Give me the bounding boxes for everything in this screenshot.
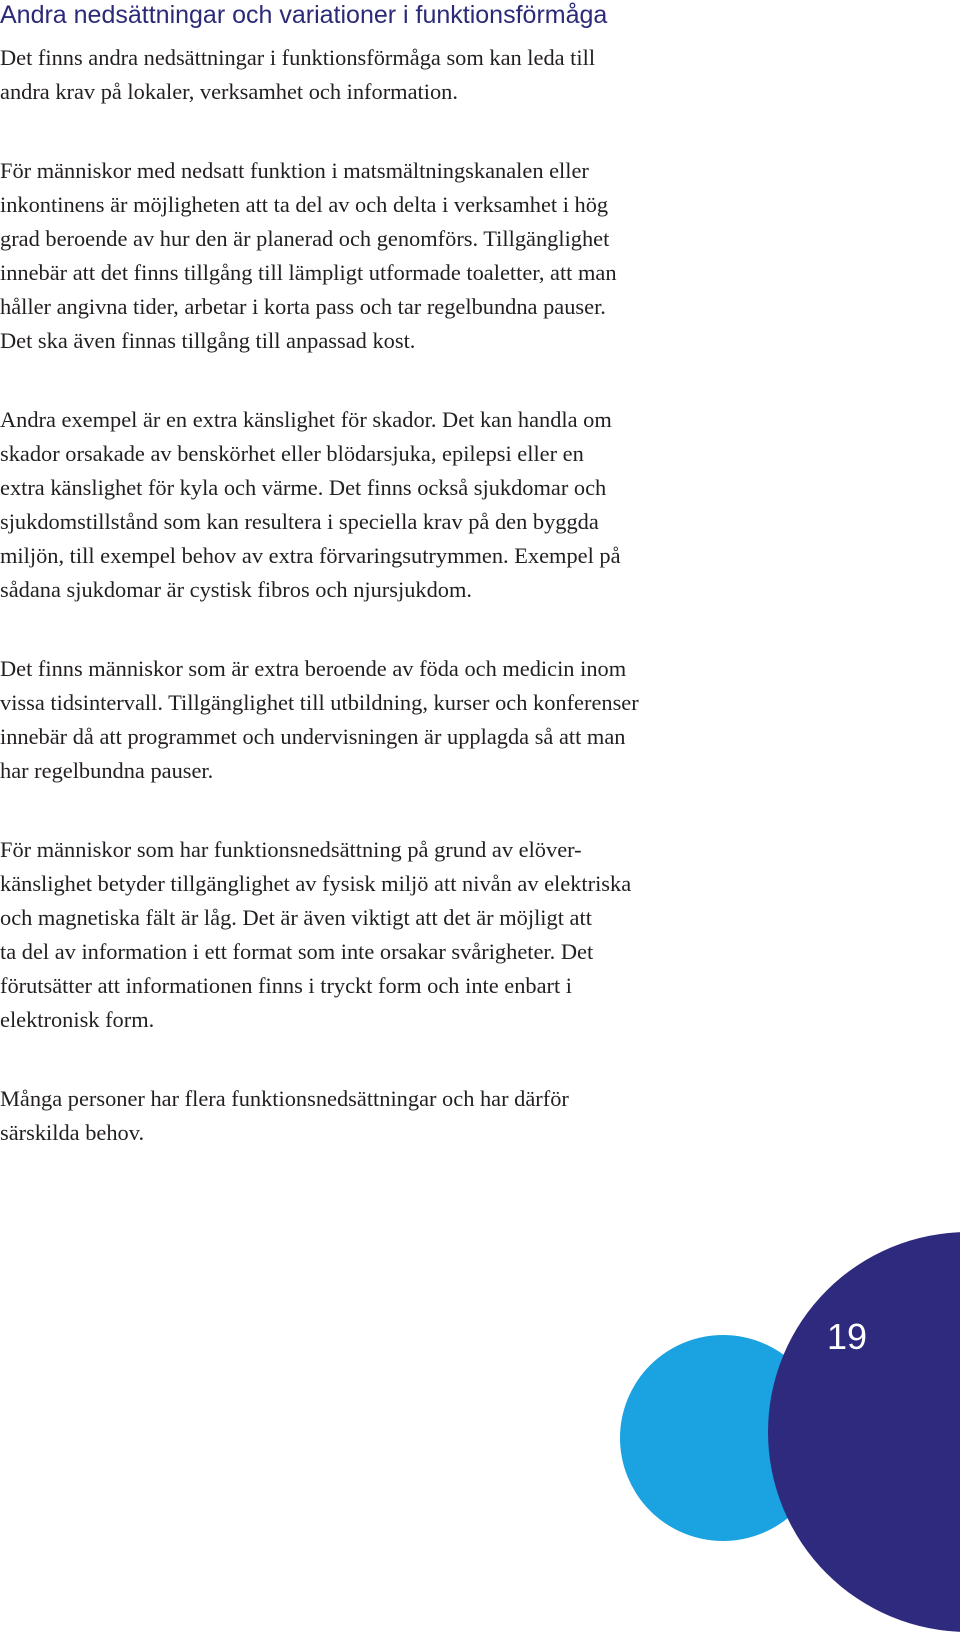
paragraph <box>0 154 740 358</box>
text-line: Det finns andra nedsättningar i funktionsförmåga som kan leda till <box>0 45 596 70</box>
text-line: extra känslighet för kyla och värme. Det finns också sjukdomar och <box>0 475 607 500</box>
paragraph <box>0 833 740 1037</box>
text-line: inkontinens är möjligheten att ta del av och delta i verksamhet i hög <box>0 192 609 217</box>
text-line: förutsätter att informationen finns i tryckt form och inte enbart i <box>0 973 573 998</box>
paragraph <box>0 1082 740 1150</box>
section-heading: Andra nedsättningar och variationer i funktionsförmåga <box>0 1 608 29</box>
text-line: elektronisk form. <box>0 1007 155 1032</box>
page-number: 19 <box>826 1316 868 1357</box>
text-line: innebär att det finns tillgång till lämpligt utformade toaletter, att man <box>0 260 617 285</box>
text-line: Många personer har flera funktionsnedsättningar och har därför <box>0 1086 569 1111</box>
text-line: och magnetiska fält är låg. Det är även viktigt att det är möjligt att <box>0 905 592 930</box>
text-line: Andra exempel är en extra känslighet för skador. Det kan handla om <box>0 407 612 432</box>
text-line: ta del av information i ett format som inte orsakar svårigheter. Det <box>0 939 594 964</box>
text-line: skador orsakade av benskörhet eller blödarsjuka, epilepsi eller en <box>0 441 584 466</box>
text-line: särskilda behov. <box>0 1120 145 1145</box>
text-line: vissa tidsintervall. Tillgänglighet till utbildning, kurser och konferenser <box>0 690 639 715</box>
text-line: Det ska även finnas tillgång till anpassad kost. <box>0 328 416 353</box>
paragraph <box>0 403 740 607</box>
text-line: grad beroende av hur den är planerad och genomförs. Tillgänglighet <box>0 226 610 251</box>
text-line: håller angivna tider, arbetar i korta pass och tar regelbundna pauser. <box>0 294 606 319</box>
text-line: För människor med nedsatt funktion i matsmältningskanalen eller <box>0 158 589 183</box>
text-line: andra krav på lokaler, verksamhet och information. <box>0 79 458 104</box>
text-line: miljön, till exempel behov av extra förvaringsutrymmen. Exempel på <box>0 543 621 568</box>
text-line: Det finns människor som är extra beroende av föda och medicin inom <box>0 656 627 681</box>
text-line: sjukdomstillstånd som kan resultera i speciella krav på den byggda <box>0 509 599 534</box>
text-line: sådana sjukdomar är cystisk fibros och njursjukdom. <box>0 577 472 602</box>
text-line: innebär då att programmet och undervisningen är upplagda så att man <box>0 724 626 749</box>
paragraph <box>0 41 740 109</box>
paragraph <box>0 652 740 788</box>
decorative-purple-circle <box>768 1232 960 1632</box>
text-line: För människor som har funktionsnedsättning på grund av elöver- <box>0 837 582 862</box>
text-line: har regelbundna pauser. <box>0 758 214 783</box>
text-line: känslighet betyder tillgänglighet av fysisk miljö att nivån av elektriska <box>0 871 632 896</box>
body-text <box>0 41 740 1195</box>
